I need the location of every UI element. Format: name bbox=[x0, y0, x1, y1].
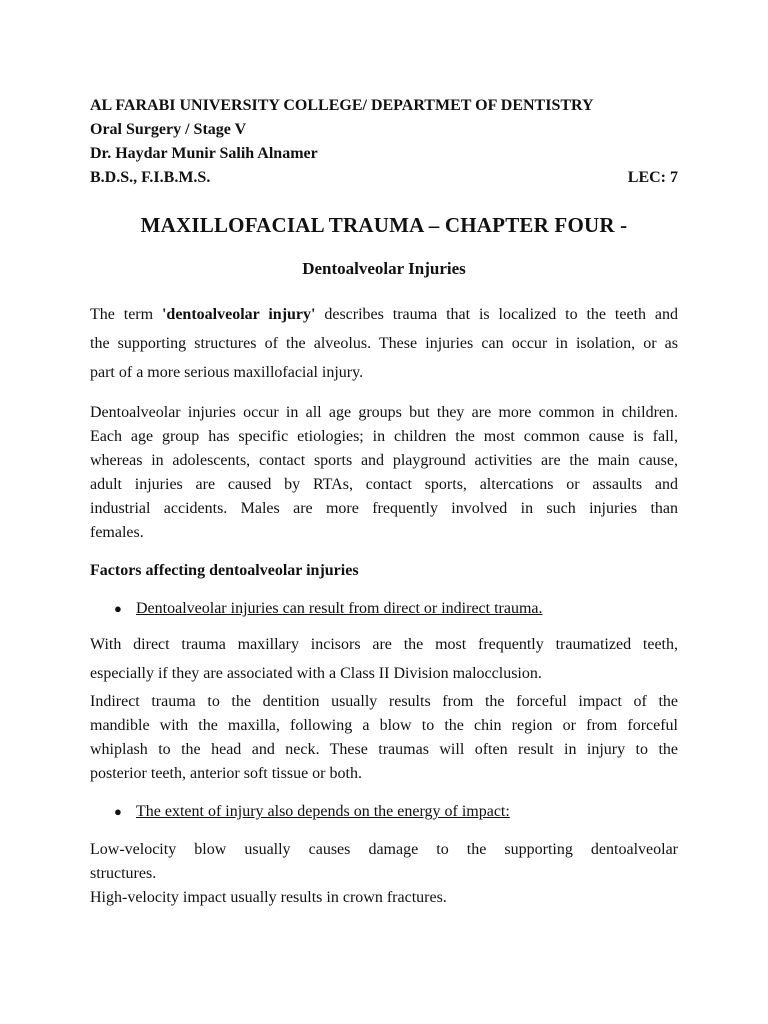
indirect-line-4: posterior teeth, anterior soft tissue or both. bbox=[90, 765, 362, 782]
institution-line: AL FARABI UNIVERSITY COLLEGE/ DEPARTMET OF DENTISTRY bbox=[90, 97, 594, 114]
epidemiology-line-2: Each age group has specific etiologies; in children the most common cause is fall, bbox=[90, 428, 678, 445]
intro-line-1: The term 'dentoalveolar injury' describes trauma that is localized to the teeth and bbox=[90, 306, 679, 323]
bullet-text: Dentoalveolar injuries can result from direct or indirect trauma. bbox=[136, 600, 543, 617]
page-title: MAXILLOFACIAL TRAUMA – CHAPTER FOUR - bbox=[140, 213, 628, 237]
epidemiology-paragraph bbox=[90, 401, 678, 545]
intro-line-2: the supporting structures of the alveolus. These injuries can occur in isolation, or as bbox=[90, 335, 678, 352]
direct-line-1: With direct trauma maxillary incisors are the most frequently traumatized teeth, bbox=[90, 636, 678, 653]
direct-line-2: especially if they are associated with a Class II Division malocclusion. bbox=[90, 665, 542, 682]
bullet-text: The extent of injury also depends on the energy of impact: bbox=[136, 803, 510, 820]
energy-line-2: structures. bbox=[90, 865, 157, 882]
degrees-text: B.D.S., F.I.B.M.S. bbox=[90, 169, 211, 186]
section-subtitle: Dentoalveolar Injuries bbox=[302, 259, 466, 278]
indirect-line-2: mandible with the maxilla, following a blow to the chin region or from forceful bbox=[90, 717, 678, 734]
lecture-number: LEC: 7 bbox=[627, 169, 678, 186]
indirect-trauma-paragraph bbox=[90, 690, 678, 786]
energy-paragraph bbox=[90, 838, 678, 910]
epidemiology-line-6: females. bbox=[90, 524, 144, 541]
epidemiology-line-1: Dentoalveolar injuries occur in all age groups but they are more common in children. bbox=[90, 404, 678, 421]
energy-line-3: High-velocity impact usually results in crown fractures. bbox=[90, 889, 447, 906]
epidemiology-line-4: adult injuries are caused by RTAs, contact sports, altercations or assaults and bbox=[90, 476, 678, 493]
course-line: Oral Surgery / Stage V bbox=[90, 121, 247, 138]
bullet-item-energy bbox=[114, 800, 678, 824]
intro-term: 'dentoalveolar injury' bbox=[161, 306, 316, 323]
lecturer-line: Dr. Haydar Munir Salih Alnamer bbox=[90, 145, 318, 162]
degrees-row bbox=[90, 166, 678, 190]
indirect-line-1: Indirect trauma to the dentition usually results from the forceful impact of the bbox=[90, 693, 678, 710]
bullet-icon: ● bbox=[114, 804, 122, 819]
bullet-icon: ● bbox=[114, 601, 122, 616]
epidemiology-line-5: industrial accidents. Males are more frequently involved in such injuries than bbox=[90, 500, 678, 517]
factors-heading: Factors affecting dentoalveolar injuries bbox=[90, 562, 359, 579]
indirect-line-3: whiplash to the head and neck. These traumas will often result in injury to the bbox=[90, 741, 678, 758]
direct-trauma-paragraph bbox=[90, 630, 678, 688]
epidemiology-line-3: whereas in adolescents, contact sports and playground activities are the main cause, bbox=[90, 452, 678, 469]
bullet-item-trauma-type bbox=[114, 597, 678, 621]
energy-line-1: Low-velocity blow usually causes damage to the supporting dentoalveolar bbox=[90, 841, 678, 858]
intro-line-3: part of a more serious maxillofacial injury. bbox=[90, 364, 364, 381]
intro-paragraph bbox=[90, 300, 678, 387]
